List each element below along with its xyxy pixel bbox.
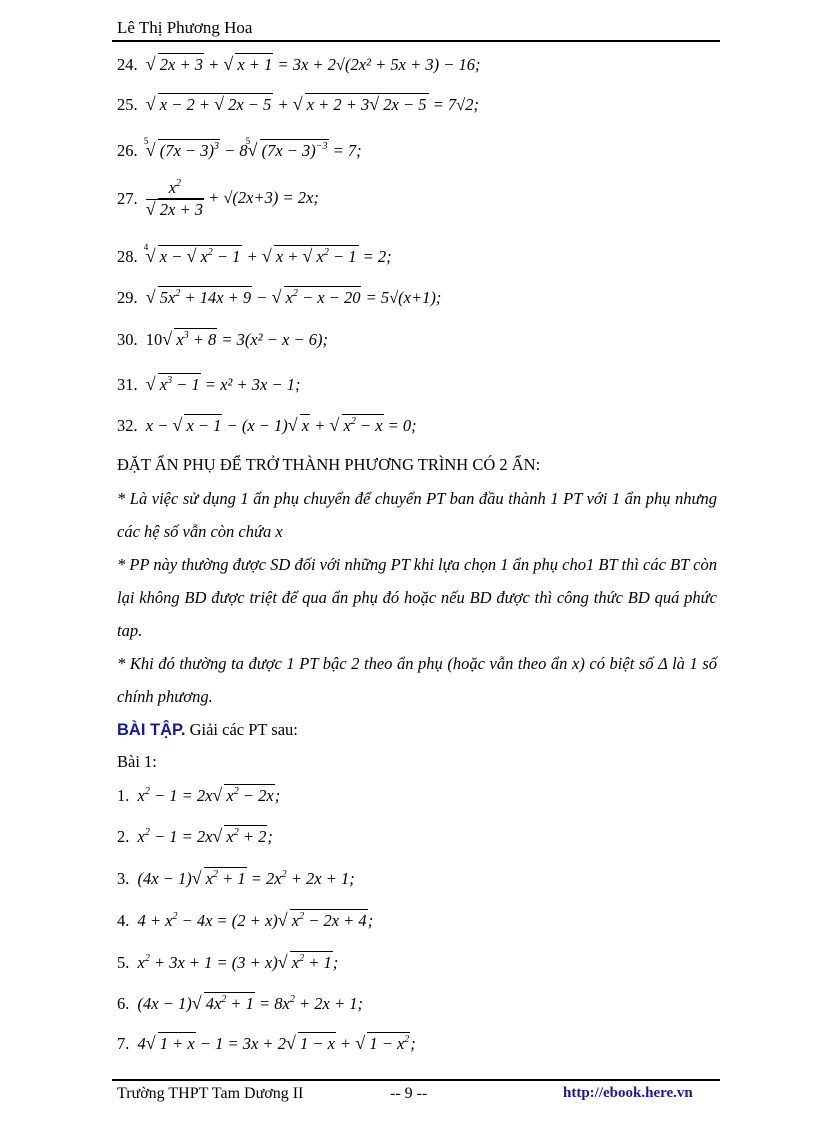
equation-body: x − √ x − 1 − (x − 1)√ x + √ $x^2 - x = 0$; [146, 416, 417, 435]
equation-body: √ 2x + 3 + √ x + 1 = 3x + 2√(2x² + 5x + 3) − 16; [146, 55, 481, 74]
equation-27 [117, 180, 319, 218]
equation-body: (4x − 1)√ $4x^2 + 1 = 8x^2 + 2x + 1$; [138, 994, 363, 1013]
paragraph-2: * PP này thường được SD đối với những PT khi lựa chọn 1 ẩn phụ cho1 BT thì các BT còn lại không BD được triệt để qua ẩn phụ đó hoặc nếu BD được thì công thức BD quá phức tap. [117, 555, 717, 640]
equation-31 [117, 377, 300, 394]
exercise-text: Giải các PT sau: [185, 720, 298, 739]
equation-body: $x^2 + 3x + 1 = (3 + x)√$ $x^2 + 1$; [138, 953, 339, 972]
equation-number: 1. [117, 786, 130, 805]
footer-link[interactable]: http://ebook.here.vn [563, 1085, 693, 1101]
exercise-equation-5 [117, 955, 338, 972]
equation-body: 10√ $x^3 + 8 = 3(x^2 - x - 6)$; [146, 330, 328, 349]
equation-body: √ x − 2 + √ 2x − 5 + √ x + 2 + 3√ 2x − 5 = 7√2; [146, 95, 479, 114]
equation-body: √ 5 $(7x - 3)^3 - 8$ √ 5 $(7x - 3)^{-3} = 7$; [146, 141, 362, 160]
paragraph-1: * Là việc sử dụng 1 ẩn phụ chuyển để chuyển PT ban đầu thành 1 PT với 1 ẩn phụ nhưng các hệ số vẫn còn chứa x [117, 489, 717, 541]
footer-school: Trường THPT Tam Dương II [117, 1085, 304, 1102]
equation-24 [117, 57, 480, 74]
equation-number: 4. [117, 911, 130, 930]
equation-number: 28. [117, 247, 138, 266]
equation-body: (4x − 1)√ $x^2 + 1 = 2x^2 + 2x + 1$; [138, 869, 355, 888]
equation-number: 32. [117, 416, 138, 435]
equation-number: 6. [117, 994, 130, 1013]
equation-number: 25. [117, 95, 138, 114]
equation-30 [117, 332, 328, 349]
equation-body: 4√ 1 + x − 1 = 3x + 2√ 1 − x + √ $1 - x^2$; [138, 1034, 416, 1053]
equation-tail: = 7; [332, 141, 362, 160]
equation-tail: = 5√(x+1); [365, 288, 442, 307]
equation-tail: = 3x + 2√(2x² + 5x + 3) − 16; [277, 55, 481, 74]
footer-page-number: -- 9 -- [390, 1085, 428, 1102]
equation-number: 24. [117, 55, 138, 74]
exercise-equation-4 [117, 913, 373, 930]
equation-32 [117, 418, 417, 435]
exercise-equation-2 [117, 829, 273, 846]
exercise-equation-7 [117, 1036, 416, 1053]
equation-tail: = x² + 3x − 1; [204, 375, 301, 394]
equation-body: √ $5x^2 + 14x + 9$ − √ $x^2 - x - 20 = 5√(x+1)$; [146, 288, 442, 307]
equation-body: $x^2$ √ 2x + 3 + √(2x+3) = 2x; [146, 188, 319, 207]
equation-number: 31. [117, 375, 138, 394]
equation-number: 29. [117, 288, 138, 307]
equation-tail: = 0; [387, 416, 417, 435]
equation-body: $4 + x^2 - 4x = (2 + x)√$ $x^2 - 2x + 4$; [138, 911, 374, 930]
equation-25 [117, 97, 479, 114]
equation-number: 2. [117, 827, 130, 846]
equation-body: √ 4 x − √ $x^2 - 1$ + √ x + √ $x^2 - 1 = 2$; [146, 247, 392, 266]
equation-tail: = 3(x² − x − 6); [221, 330, 328, 349]
footer-rule [112, 1079, 720, 1081]
exercise-equation-3 [117, 871, 355, 888]
equation-number: 5. [117, 953, 130, 972]
paragraph-3: * Khi đó thường ta được 1 PT bậc 2 theo ẩn phụ (hoặc vẫn theo ẩn x) có biệt số Δ là 1 số chính phương. [117, 654, 717, 706]
equation-body: √ $x^3 - 1 = x^2 + 3x - 1$; [146, 375, 301, 394]
equation-number: 27. [117, 188, 138, 208]
equation-number: 3. [117, 869, 130, 888]
equation-28 [117, 242, 392, 266]
exercise-title [117, 720, 298, 740]
exercise-label: BÀI TẬP. [117, 721, 186, 739]
equation-number: 26. [117, 141, 138, 160]
section-heading: ĐẶT ẨN PHỤ ĐỂ TRỞ THÀNH PHƯƠNG TRÌNH CÓ 2 ẨN: [117, 455, 541, 474]
equation-body: $x^2 - 1 = 2x√$ $x^2 + 2$; [138, 827, 273, 846]
header-rule [112, 40, 720, 42]
equation-26 [117, 136, 362, 160]
equation-number: 7. [117, 1034, 130, 1053]
equation-29 [117, 290, 441, 307]
equation-body: $x^2 - 1 = 2x√$ $x^2 - 2x$; [138, 786, 281, 805]
exercise-equation-1 [117, 788, 280, 805]
bai-label: Bài 1: [117, 752, 157, 771]
equation-number: 30. [117, 330, 138, 349]
equation-tail: + √(2x+3) = 2x; [208, 187, 319, 207]
header-author: Lê Thị Phương Hoa [117, 18, 253, 37]
equation-tail: = 2; [362, 247, 392, 266]
equation-tail: = 7√2; [432, 95, 479, 114]
exercise-equation-6 [117, 996, 363, 1013]
